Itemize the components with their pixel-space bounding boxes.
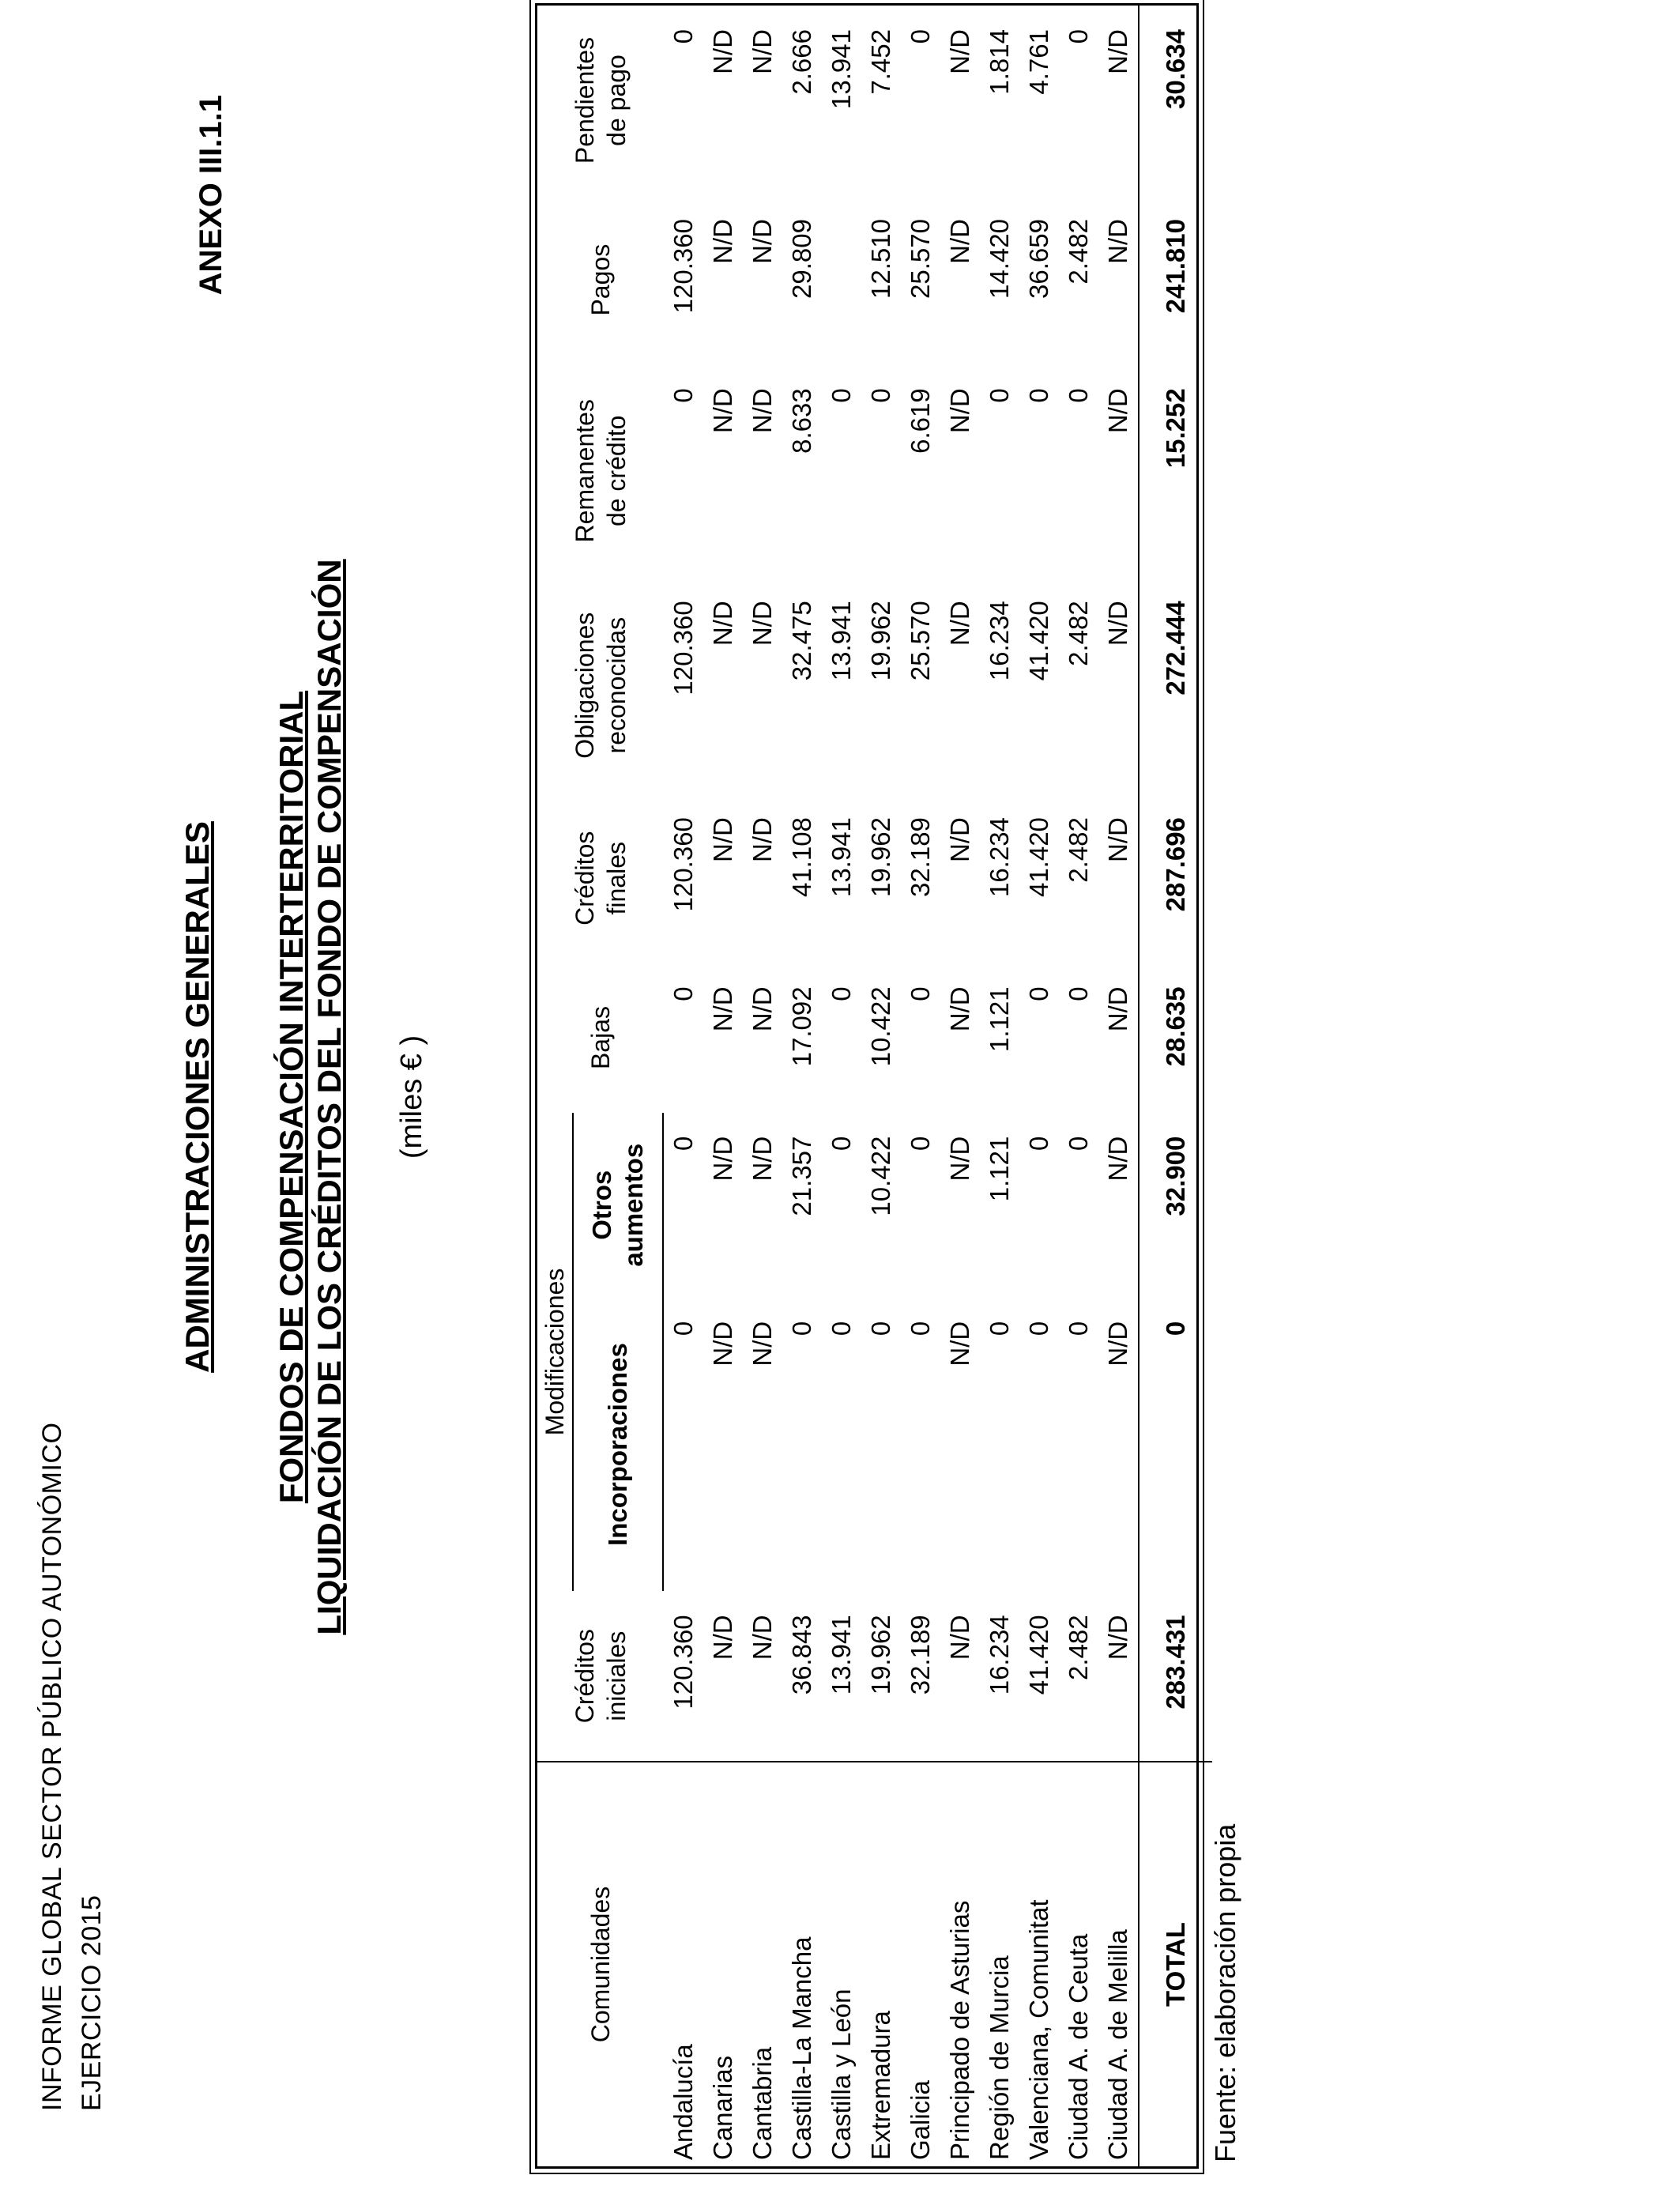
- value-cell: 36.659: [1024, 219, 1053, 299]
- col-header-creditos-finales: [537, 794, 663, 963]
- value-cell: 25.570: [906, 219, 935, 299]
- comunidad-cell: Ciudad A. de Melilla: [1098, 1762, 1139, 2166]
- value-cell: N/D: [748, 817, 777, 862]
- value-cell: 0: [1024, 388, 1053, 403]
- comunidad-cell: Castilla-La Mancha: [782, 1762, 822, 2166]
- col-header-remanentes: [537, 364, 663, 577]
- value-cell: 1.814: [985, 29, 1014, 95]
- value-cell: N/D: [945, 986, 974, 1032]
- value-cell: 0: [1064, 1136, 1093, 1152]
- value-cell: N/D: [748, 601, 777, 647]
- value-cell: 0: [1024, 1136, 1053, 1152]
- value-cell: N/D: [1103, 986, 1132, 1032]
- table-row: [980, 6, 1019, 2166]
- value-cell: 0: [1024, 986, 1053, 1001]
- table-row: [743, 6, 782, 2166]
- value-cell: N/D: [945, 1615, 974, 1661]
- table-row: [1059, 6, 1098, 2166]
- value-cell: 6.619: [906, 388, 935, 454]
- value-cell: N/D: [1103, 1321, 1132, 1367]
- value-cell: 19.962: [866, 817, 895, 898]
- value-cell: 287.696: [1139, 794, 1212, 963]
- value-cell: 32.900: [1139, 1113, 1212, 1298]
- value-cell: 13.941: [827, 1615, 856, 1695]
- col-header-otros-aumentos: [573, 1113, 663, 1298]
- value-cell: 4.761: [1024, 29, 1053, 95]
- col-header-text: Créditos: [570, 831, 599, 925]
- col-header-text: de crédito: [601, 415, 631, 527]
- value-cell: 0: [668, 29, 698, 44]
- col-header-pagos: [537, 195, 663, 364]
- col-header-creditos-iniciales: [537, 1591, 663, 1762]
- value-cell: 0: [985, 388, 1014, 403]
- col-header-text: Comunidades: [586, 1886, 615, 2043]
- value-cell: 272.444: [1139, 577, 1212, 794]
- value-cell: 41.420: [1024, 817, 1053, 898]
- comunidad-cell: Valenciana, Comunitat: [1019, 1762, 1059, 2166]
- col-header-text: de pago: [601, 55, 631, 146]
- value-cell: 0: [906, 1136, 935, 1152]
- value-cell: 0: [1024, 1321, 1053, 1336]
- value-cell: N/D: [945, 601, 974, 647]
- value-cell: 0: [1064, 986, 1093, 1001]
- value-cell: 0: [1064, 1321, 1093, 1336]
- comunidad-cell: Canarias: [703, 1762, 743, 2166]
- comunidad-cell: Castilla y León: [822, 1762, 861, 2166]
- liquidation-table: [537, 6, 1212, 2166]
- value-cell: N/D: [1103, 29, 1132, 74]
- value-cell: 0: [1064, 388, 1093, 403]
- value-cell: N/D: [708, 219, 737, 264]
- col-header-pendientes: [537, 6, 663, 195]
- col-header-text: Bajas: [586, 1006, 615, 1070]
- col-header-text: Otros: [587, 1170, 616, 1240]
- col-header-text: iniciales: [601, 1630, 631, 1721]
- value-cell: 0: [827, 1136, 856, 1152]
- value-cell: 19.962: [866, 1615, 895, 1695]
- report-year: EJERCICIO 2015: [77, 1894, 107, 2111]
- col-header-text: Créditos: [570, 1629, 599, 1724]
- value-cell: 36.843: [787, 1615, 816, 1695]
- col-header-text: reconocidas: [601, 616, 631, 754]
- col-header-text: Incorporaciones: [603, 1343, 632, 1546]
- table-row: [1019, 6, 1059, 2166]
- table-row: [822, 6, 861, 2166]
- table-row: [901, 6, 940, 2166]
- value-cell: N/D: [945, 29, 974, 74]
- value-cell: 12.510: [866, 219, 895, 299]
- value-cell: 17.092: [787, 986, 816, 1067]
- value-cell: 32.189: [906, 817, 935, 898]
- value-cell: N/D: [945, 1136, 974, 1182]
- value-cell: 19.962: [866, 601, 895, 681]
- value-cell: 0: [1064, 29, 1093, 44]
- value-cell: 120.360: [668, 1615, 698, 1710]
- value-cell: 41.420: [1024, 1615, 1053, 1695]
- value-cell: 8.633: [787, 388, 816, 454]
- col-header-obligaciones: [537, 577, 663, 794]
- value-cell: 16.234: [985, 1615, 1014, 1695]
- value-cell: 120.360: [668, 601, 698, 696]
- value-cell: N/D: [708, 817, 737, 862]
- value-cell: 0: [668, 388, 698, 403]
- value-cell: 0: [866, 388, 895, 403]
- value-cell: 32.475: [787, 601, 816, 681]
- subtitle-2: LIQUIDACIÓN DE LOS CRÉDITOS DEL FONDO DE COMPENSACIÓN: [311, 559, 348, 1635]
- value-cell: N/D: [748, 388, 777, 434]
- value-cell: 0: [906, 986, 935, 1001]
- comunidad-cell: Cantabria: [743, 1762, 782, 2166]
- value-cell: N/D: [748, 29, 777, 74]
- value-cell: 15.252: [1139, 364, 1212, 577]
- col-header-bajas: [537, 963, 663, 1112]
- table-total-row: [1139, 6, 1212, 2166]
- value-cell: 120.360: [668, 817, 698, 912]
- comunidad-cell: Galicia: [901, 1762, 940, 2166]
- value-cell: 10.422: [866, 986, 895, 1067]
- col-header-text: aumentos: [619, 1143, 648, 1267]
- value-cell: 14.420: [985, 219, 1014, 299]
- value-cell: N/D: [748, 1136, 777, 1182]
- col-header-text: Obligaciones: [570, 612, 599, 759]
- units-label: (miles € ): [395, 1035, 428, 1159]
- value-cell: 10.422: [866, 1136, 895, 1216]
- value-cell: N/D: [945, 1321, 974, 1367]
- value-cell: 30.634: [1139, 6, 1212, 195]
- group-header-modificaciones: Modificaciones: [537, 1113, 573, 1592]
- value-cell: 7.452: [866, 29, 895, 95]
- value-cell: 13.941: [827, 817, 856, 898]
- value-cell: 0: [1139, 1298, 1212, 1592]
- value-cell: N/D: [945, 388, 974, 434]
- table-row: [1098, 6, 1139, 2166]
- value-cell: 0: [985, 1321, 1014, 1336]
- value-cell: 2.666: [787, 29, 816, 95]
- value-cell: N/D: [1103, 1136, 1132, 1182]
- value-cell: 13.941: [827, 29, 856, 109]
- value-cell: 283.431: [1139, 1591, 1212, 1762]
- table-group-header-row: [537, 6, 573, 2166]
- value-cell: 0: [827, 986, 856, 1001]
- comunidad-cell: Región de Murcia: [980, 1762, 1019, 2166]
- value-cell: 13.941: [827, 601, 856, 681]
- value-cell: 0: [669, 1136, 698, 1152]
- value-cell: N/D: [945, 219, 974, 264]
- value-cell: N/D: [708, 1136, 737, 1182]
- value-cell: 2.482: [1064, 1615, 1093, 1680]
- table-row: [861, 6, 901, 2166]
- report-title: INFORME GLOBAL SECTOR PÚBLICO AUTONÓMICO: [37, 1422, 67, 2111]
- value-cell: 2.482: [1064, 601, 1093, 666]
- value-cell: N/D: [1103, 817, 1132, 862]
- value-cell: N/D: [708, 29, 737, 74]
- value-cell: N/D: [708, 388, 737, 434]
- value-cell: 29.809: [787, 219, 816, 299]
- value-cell: N/D: [708, 1615, 737, 1661]
- value-cell: N/D: [748, 219, 777, 264]
- value-cell: 0: [669, 1321, 698, 1336]
- col-header-text: Pendientes: [570, 36, 599, 164]
- value-cell: N/D: [1103, 601, 1132, 647]
- value-cell: 0: [906, 1321, 935, 1336]
- value-cell: N/D: [708, 601, 737, 647]
- comunidad-cell: Principado de Asturias: [940, 1762, 980, 2166]
- value-cell: 41.420: [1024, 601, 1053, 681]
- value-cell: 0: [827, 388, 856, 403]
- value-cell: N/D: [1103, 219, 1132, 264]
- value-cell: 28.635: [1139, 963, 1212, 1112]
- col-header-comunidades: [537, 1762, 663, 2166]
- value-cell: [822, 195, 861, 364]
- data-table-frame: [535, 3, 1199, 2169]
- source-note: Fuente: elaboración propia: [1209, 1823, 1241, 2162]
- value-cell: 0: [787, 1321, 816, 1336]
- table-body: [663, 6, 1212, 2166]
- value-cell: N/D: [1103, 388, 1132, 434]
- value-cell: 32.189: [906, 1615, 935, 1695]
- value-cell: 41.108: [787, 817, 816, 898]
- value-cell: 16.234: [985, 817, 1014, 898]
- comunidad-cell: Ciudad A. de Ceuta: [1059, 1762, 1098, 2166]
- value-cell: N/D: [748, 1615, 777, 1661]
- value-cell: N/D: [1103, 1615, 1132, 1661]
- comunidad-cell: Extremadura: [861, 1762, 901, 2166]
- value-cell: 0: [906, 29, 935, 44]
- value-cell: 241.810: [1139, 195, 1212, 364]
- col-header-text: finales: [601, 841, 631, 915]
- comunidad-cell: Andalucía: [663, 1762, 703, 2166]
- annex-label: ANEXO III.1.1: [194, 95, 228, 296]
- value-cell: N/D: [748, 1321, 777, 1367]
- value-cell: 0: [668, 986, 698, 1001]
- value-cell: 25.570: [906, 601, 935, 681]
- comunidad-cell: TOTAL: [1139, 1762, 1212, 2166]
- main-title: ADMINISTRACIONES GENERALES: [179, 821, 216, 1373]
- value-cell: 2.482: [1064, 817, 1093, 883]
- col-header-text: Pagos: [586, 243, 615, 316]
- table-row: [663, 6, 703, 2166]
- value-cell: N/D: [708, 986, 737, 1032]
- value-cell: 1.121: [985, 986, 1014, 1052]
- value-cell: 2.482: [1064, 219, 1093, 285]
- value-cell: 0: [827, 1321, 856, 1336]
- table-row: [703, 6, 743, 2166]
- value-cell: 120.360: [668, 219, 698, 314]
- value-cell: 16.234: [985, 601, 1014, 681]
- value-cell: 21.357: [787, 1136, 816, 1216]
- table-row: [782, 6, 822, 2166]
- value-cell: 1.121: [985, 1136, 1014, 1202]
- value-cell: N/D: [945, 817, 974, 862]
- col-header-incorporaciones: [573, 1298, 663, 1592]
- value-cell: 0: [866, 1321, 895, 1336]
- table-row: [940, 6, 980, 2166]
- value-cell: N/D: [708, 1321, 737, 1367]
- subtitle-1: FONDOS DE COMPENSACIÓN INTERTERRITORIAL: [273, 690, 310, 1504]
- col-header-text: Remanentes: [570, 399, 599, 543]
- value-cell: N/D: [748, 986, 777, 1032]
